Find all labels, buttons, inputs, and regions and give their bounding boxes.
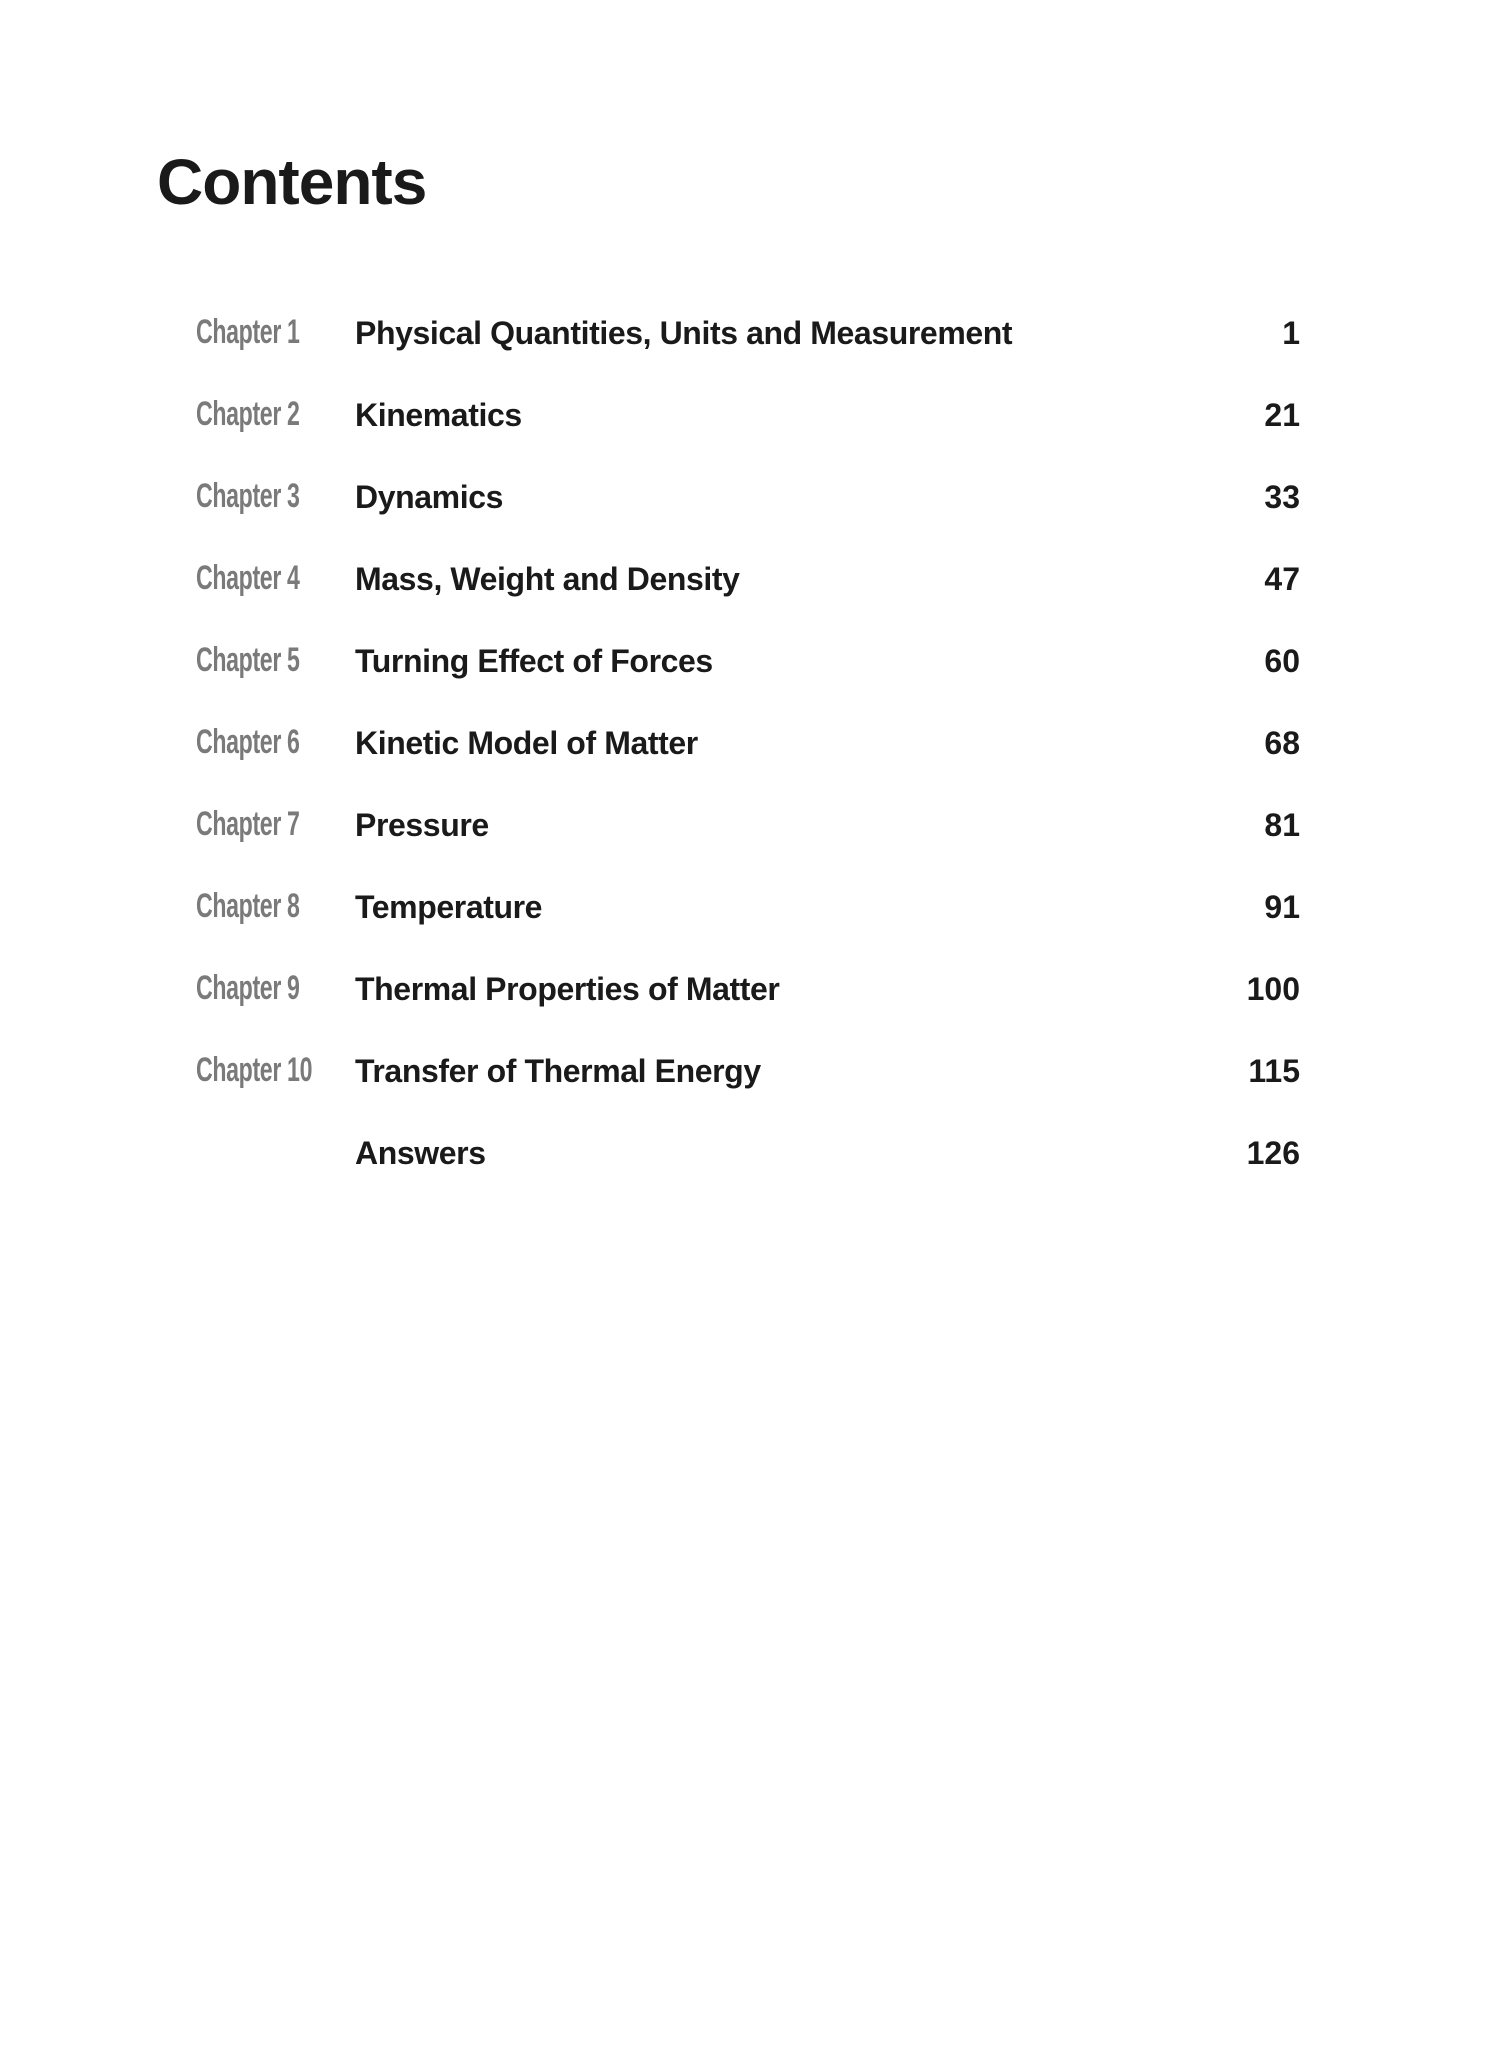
chapter-label: Chapter 1 [196,313,300,351]
chapter-label: Chapter 6 [196,723,300,761]
chapter-title: Kinetic Model of Matter [355,725,698,761]
toc-entry[interactable] [0,709,1496,759]
page-number: 81 [1264,807,1300,843]
toc-entry[interactable] [0,381,1496,431]
chapter-title: Thermal Properties of Matter [355,971,780,1007]
chapter-label: Chapter 8 [196,887,300,925]
page-number: 68 [1264,725,1300,761]
chapter-title: Dynamics [355,479,503,515]
chapter-title: Answers [355,1135,486,1171]
chapter-label: Chapter 5 [196,641,300,679]
page-number: 115 [1248,1053,1300,1089]
toc-entry[interactable] [0,791,1496,841]
toc-entry[interactable] [0,627,1496,677]
toc-entry[interactable] [0,545,1496,595]
chapter-title: Kinematics [355,397,522,433]
page-title: Contents [157,146,427,218]
page-number: 33 [1264,479,1300,515]
chapter-label: Chapter 9 [196,969,300,1007]
toc-entry[interactable] [0,955,1496,1005]
chapter-title: Physical Quantities, Units and Measurement [355,315,1013,351]
toc-entry[interactable] [0,1037,1496,1087]
page-number: 60 [1264,643,1300,679]
chapter-label: Chapter 3 [196,477,300,515]
chapter-title: Transfer of Thermal Energy [355,1053,761,1089]
page-number: 91 [1264,889,1300,925]
chapter-label: Chapter 2 [196,395,300,433]
page-number: 126 [1246,1135,1300,1171]
chapter-label: Chapter 10 [196,1051,313,1089]
page-number: 1 [1282,315,1300,351]
toc-entry[interactable] [0,299,1496,349]
chapter-label: Chapter 4 [196,559,300,597]
toc-entry[interactable] [0,873,1496,923]
page-number: 47 [1264,561,1300,597]
chapter-title: Mass, Weight and Density [355,561,740,597]
toc-entry[interactable] [0,1119,1496,1169]
chapter-title: Temperature [355,889,543,925]
chapter-title: Pressure [355,807,489,843]
page-number: 21 [1264,397,1300,433]
chapter-title: Turning Effect of Forces [355,643,713,679]
page-number: 100 [1246,971,1300,1007]
toc-entry[interactable] [0,463,1496,513]
chapter-label: Chapter 7 [196,805,300,843]
